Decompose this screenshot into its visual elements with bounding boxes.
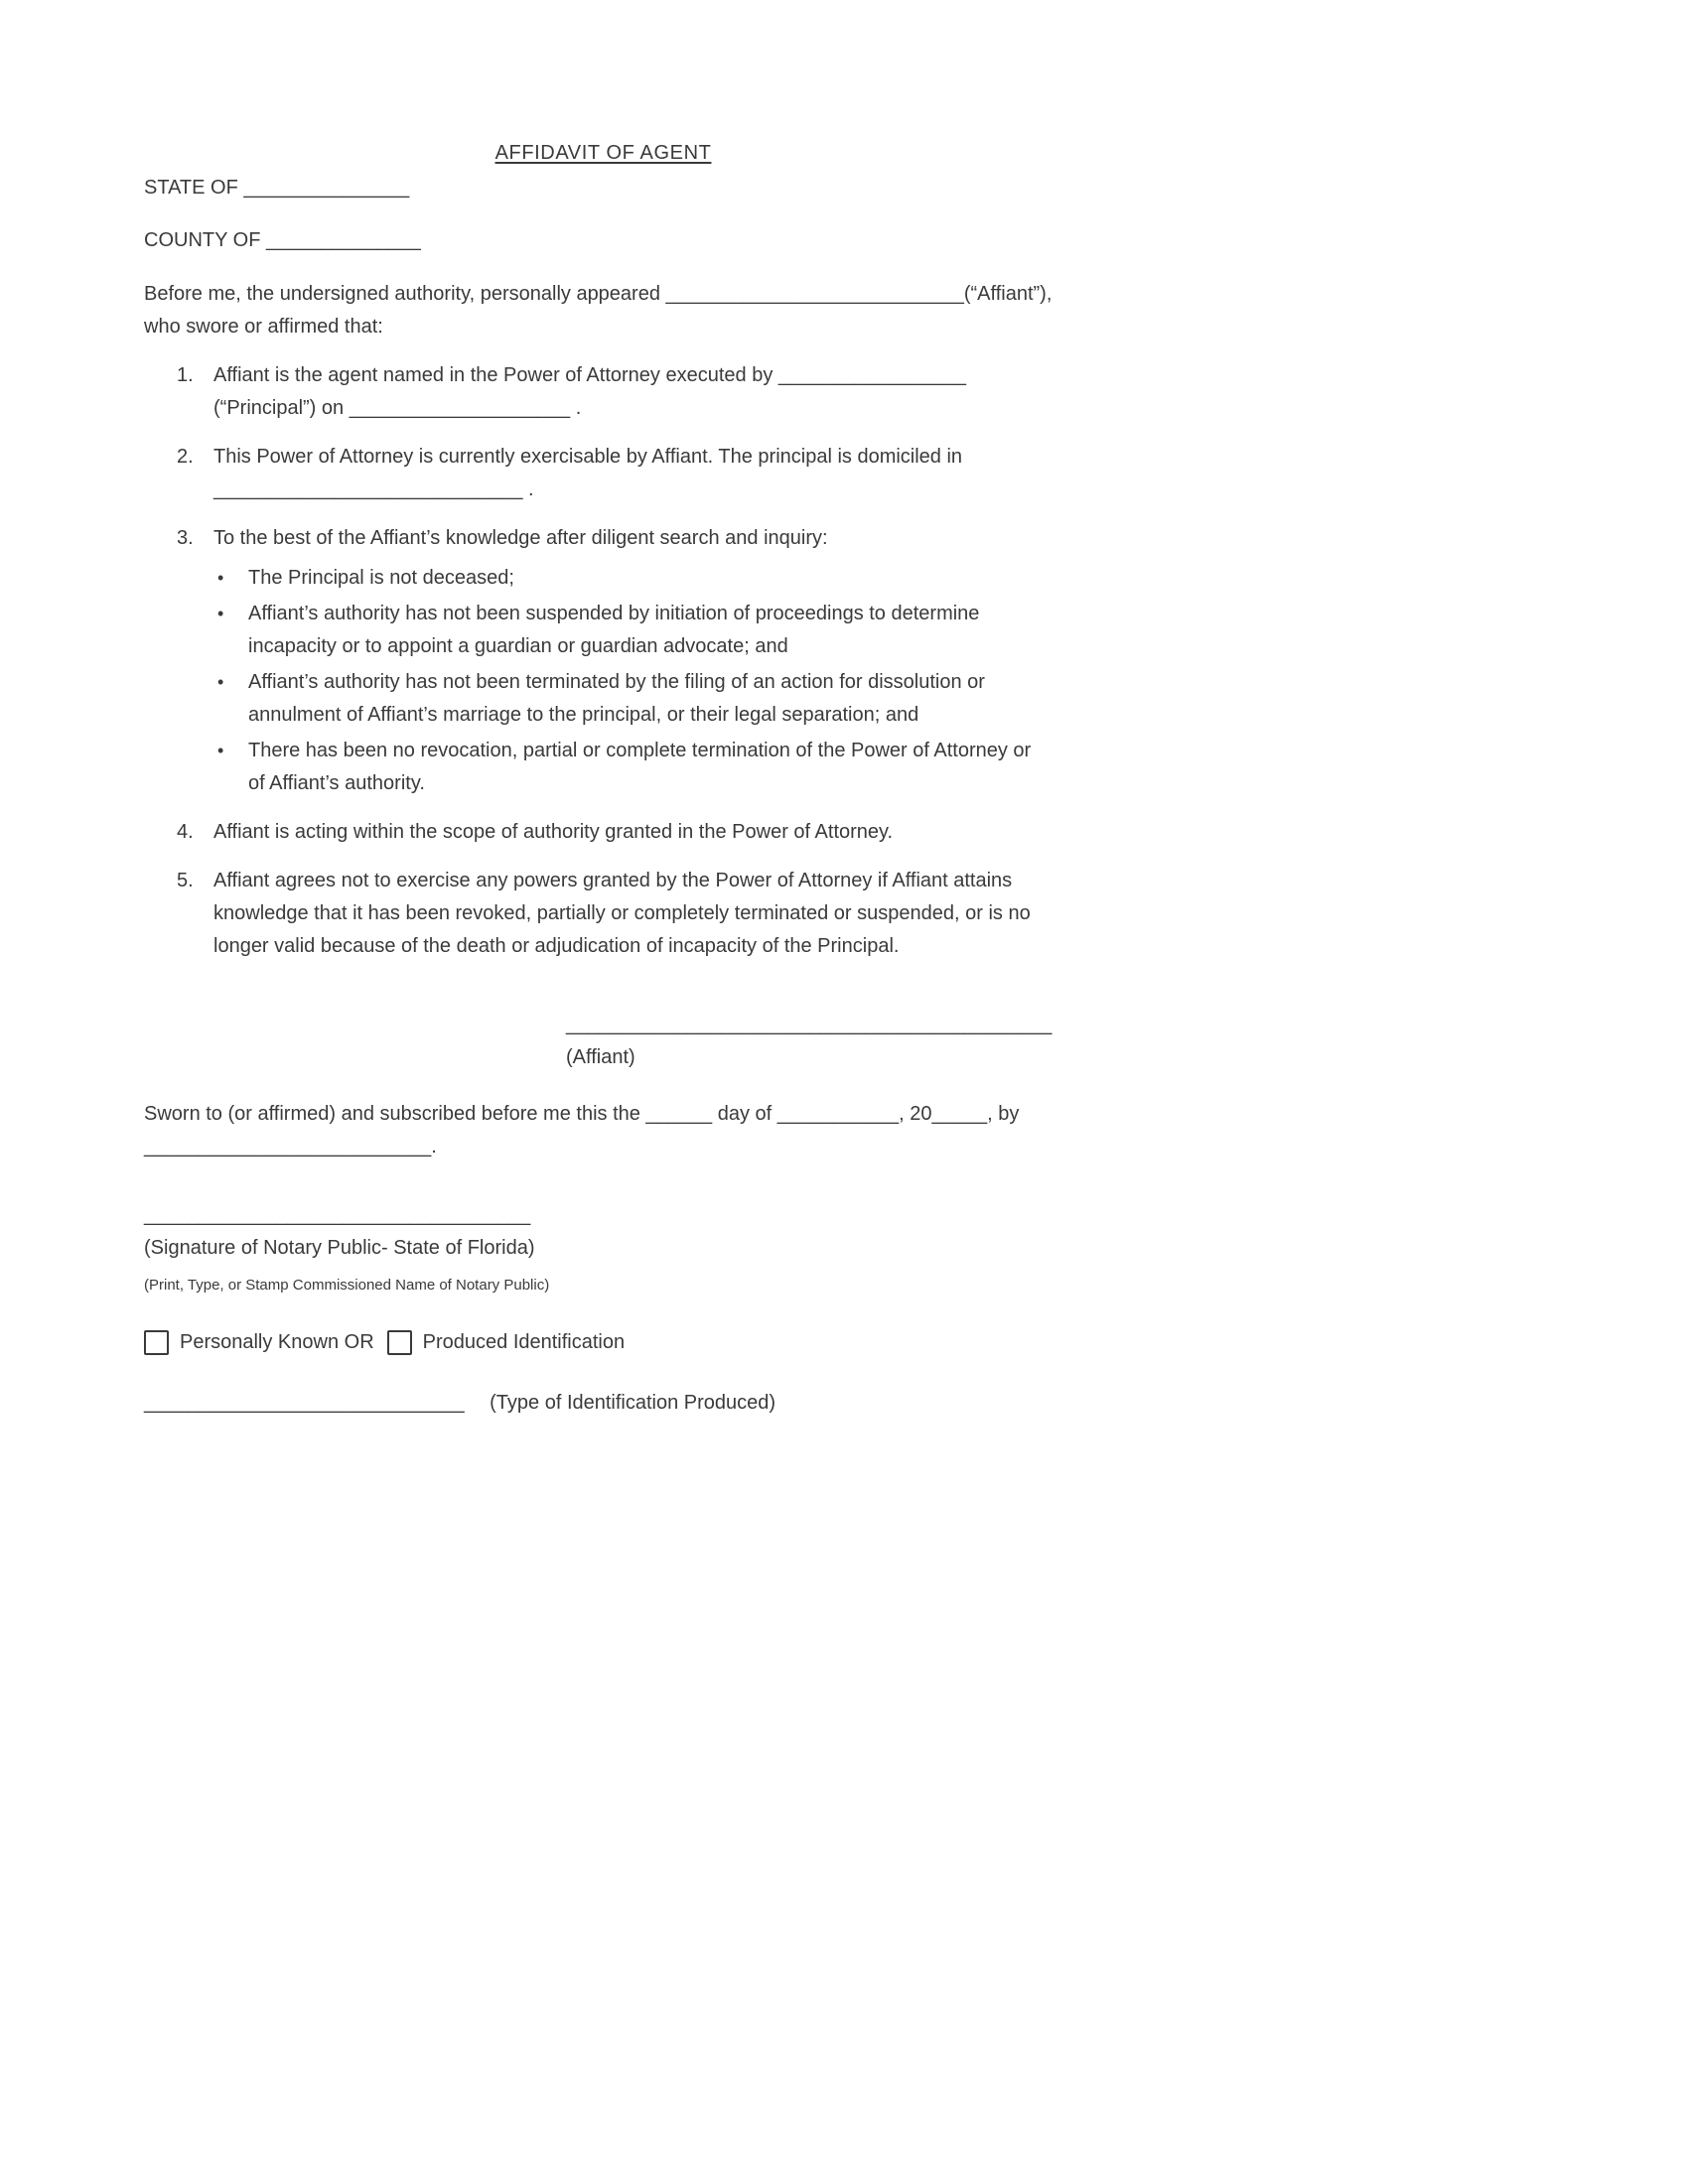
text-line: There has been no revocation, partial or complete termination of the Power of Attorney or [248, 740, 1032, 761]
intro-line-2: who swore or affirmed that: [144, 316, 383, 338]
item-2-text [213, 441, 1062, 506]
item-4-number: 4. [177, 821, 194, 843]
document-title: AFFIDAVIT OF AGENT [494, 142, 712, 164]
bullet-2-text [248, 598, 1062, 663]
bullet-icon: • [217, 604, 224, 623]
affiant-signature-line: ____________________________________________ [566, 1014, 1053, 1035]
text-line: (“Principal”) on ____________________ . [213, 397, 582, 419]
personally-known-label: Personally Known OR [180, 1331, 374, 1353]
text-line: Sworn to (or affirmed) and subscribed before me this the ______ day of ___________, 20_____, by [144, 1103, 1020, 1125]
type-of-identification-label: (Type of Identification Produced) [490, 1392, 776, 1414]
list-item-3 [144, 522, 1062, 800]
item-5-text [213, 865, 1062, 963]
text-line: Affiant is acting within the scope of authority granted in the Power of Attorney. [213, 821, 894, 843]
bullet-icon: • [217, 741, 224, 760]
type-of-identification-blank: _____________________________ [144, 1392, 465, 1414]
bullet-item-4 [213, 735, 1062, 800]
text-line: To the best of the Affiant’s knowledge after diligent search and inquiry: [213, 527, 828, 549]
county-of-line: COUNTY OF ______________ [144, 229, 421, 251]
text-line: of Affiant’s authority. [248, 772, 425, 794]
bullet-item-3 [213, 666, 1062, 732]
item-5-number: 5. [177, 870, 194, 891]
text-line: annulment of Affiant’s marriage to the principal, or their legal separation; and [248, 704, 919, 726]
item-3-bullet-list [213, 562, 1062, 800]
text-line: Affiant’s authority has not been suspended by initiation of proceedings to determine [248, 603, 980, 624]
notary-signature-line: ___________________________________ [144, 1204, 531, 1226]
list-item-2 [144, 441, 1062, 506]
item-3-text [213, 522, 1062, 800]
text-line: Affiant is the agent named in the Power of Attorney executed by _________________ [213, 364, 966, 386]
item-4-text [213, 816, 1062, 849]
notary-signature-label: (Signature of Notary Public- State of Florida) [144, 1237, 535, 1259]
item-1-text [213, 359, 1062, 425]
text-line: knowledge that it has been revoked, partially or completely terminated or suspended, or is no [213, 902, 1031, 924]
text-line: __________________________. [144, 1136, 437, 1158]
identification-options [144, 1326, 1062, 1359]
text-line: This Power of Attorney is currently exercisable by Affiant. The principal is domiciled in [213, 446, 963, 468]
bullet-icon: • [217, 672, 224, 692]
text-line: longer valid because of the death or adjudication of incapacity of the Principal. [213, 935, 900, 957]
notary-print-label: (Print, Type, or Stamp Commissioned Name of Notary Public) [144, 1277, 550, 1294]
list-item-1 [144, 359, 1062, 425]
sworn-clause [144, 1098, 1062, 1163]
produced-identification-label: Produced Identification [422, 1331, 626, 1353]
item-3-number: 3. [177, 527, 194, 549]
text-line: The Principal is not deceased; [248, 567, 514, 589]
item-2-number: 2. [177, 446, 194, 468]
bullet-3-text [248, 666, 1062, 732]
intro-paragraph [144, 278, 1062, 343]
bullet-item-1 [213, 562, 1062, 595]
affiant-signature-label: (Affiant) [566, 1046, 635, 1068]
intro-line-1: Before me, the undersigned authority, personally appeared ___________________________(“Affiant”), [144, 283, 1053, 305]
state-of-line: STATE OF _______________ [144, 177, 410, 199]
bullet-item-2 [213, 598, 1062, 663]
text-line: incapacity or to appoint a guardian or guardian advocate; and [248, 635, 788, 657]
text-line: Affiant agrees not to exercise any powers granted by the Power of Attorney if Affiant attains [213, 870, 1013, 891]
list-item-4 [144, 816, 1062, 849]
list-item-5 [144, 865, 1062, 963]
text-line: Affiant’s authority has not been terminated by the filing of an action for dissolution or [248, 671, 985, 693]
type-of-identification-row [144, 1387, 1062, 1420]
document-content [144, 137, 1062, 1420]
produced-identification-checkbox[interactable] [387, 1330, 412, 1355]
item-1-number: 1. [177, 364, 194, 386]
bullet-icon: • [217, 568, 224, 588]
bullet-1-text [248, 562, 1062, 595]
text-line: ____________________________ . [213, 478, 534, 500]
bullet-4-text [248, 735, 1062, 800]
personally-known-checkbox[interactable] [144, 1330, 169, 1355]
